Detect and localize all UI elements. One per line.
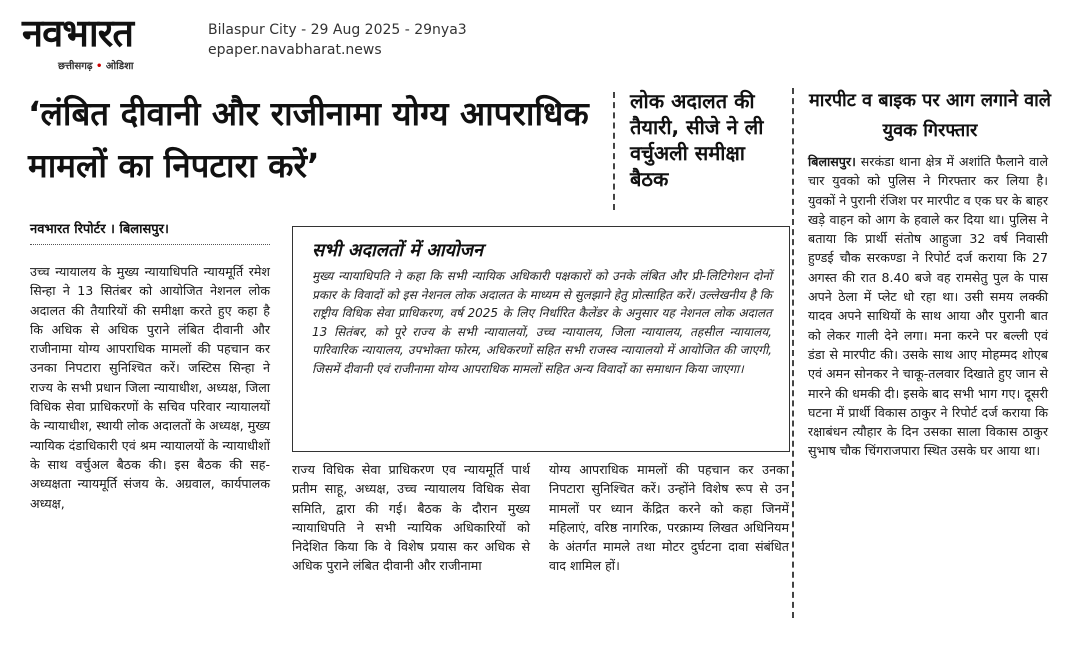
right-story-body	[808, 152, 1048, 461]
byline-rule	[30, 244, 270, 245]
site-url: epaper.navabharat.news	[208, 42, 382, 58]
right-story-headline: मारपीट व बाइक पर आग लगाने वाले युवक गिरफ्तार	[809, 90, 1051, 141]
logo-subtitle-right: ओडिशा	[105, 61, 134, 72]
edition-line: Bilaspur City - 29 Aug 2025 - 29nya3	[208, 22, 467, 38]
main-story-column-3: योग्य आपराधिक मामलों की पहचान कर उनका निपटारा सुनिश्चित करें। उन्होंने विशेष रूप से उन मामलों पर ध्यान केंद्रित करने को कहा जिनमें महिलाएं, वरिष्ठ नागरिक, परक्राम्य लिखत अधिनियम के अंतर्गत मामले तथा मोटर दुर्घटना दावा संबंधित वाद शामिल हों।	[549, 462, 789, 574]
right-story-text: सरकंडा थाना क्षेत्र में अशांति फैलाने वाले चार युवको को पुलिस ने गिरफ्तार कर लिया है। युवकों ने पुरानी रंजिश पर मारपीट व एक घर के बाहर खड़े वाहन को आग के हवाले कर दिया था। पुलिस ने बताया कि प्रार्थी संतोष आहुजा 32 वर्ष निवासी हुण्डई चौक सरकण्डा ने रिपोर्ट दर्ज कराया कि 27 अगस्त की रात 8.40 बजे वह रामसेतु पुल के पास अपने ठेला में प्लेट धो रहा था। उसी समय लक्की यादव अपने साथियों के साथ आया और पुरानी बात को लेकर गाली देने लगा। मना करने पर बल्ली एवं डंडा से मारपीट की। उसके साथ आए मोहम्मद शोएब एवं अमन सोनकर ने चाकू-तलवार दिखाते हुए जान से मारने की धमकी दी। इसके बाद सभी भाग गए। दूसरी घटना में प्रार्थी विकास ठाकुर ने रिपोर्ट दर्ज कराया कि रक्षाबंधन त्यौहार के दिन उसका साला विकास ठाकुर सुभाष चौक चिंगराजपारा स्थित उसके घर आया था।	[808, 154, 1048, 459]
column-divider	[792, 88, 794, 618]
right-story-dateline: बिलासपुर।	[808, 154, 856, 169]
newspaper-logo: नवभारत	[22, 11, 133, 55]
byline: नवभारत रिपोर्टर । बिलासपुर।	[30, 222, 169, 237]
side-headline: लोक अदालत की तैयारी, सीजे ने ली वर्चुअली समीक्षा बैठक	[630, 89, 764, 191]
edition-meta	[208, 20, 467, 60]
logo-subtitle-separator: •	[96, 61, 103, 72]
highlight-box-text: मुख्य न्यायाधिपति ने कहा कि सभी न्यायिक अधिकारी पक्षकारों को उनके लंबित और प्री-लिटिगेशन दोनों प्रकार के विवादों को इस नेशनल लोक अदालत के माध्यम से सुलझाने हेतु प्रोत्साहित करें। उल्लेखनीय है कि राष्ट्रीय विधिक सेवा प्राधिकरण, वर्ष 2025 के लिए निर्धारित कैलेंडर के अनुसार यह नेशनल लोक अदालत 13 सितंबर, को पूरे राज्य के सभी न्यायालयों, उच्च न्यायालय, जिला न्यायालय, तहसील न्यायालय, पारिवारिक न्यायालय, उपभोक्ता फोरम, अधिकरणों सहित सभी राजस्व न्यायालयो में आयोजित की जाएगी, जिसमें दीवानी एवं राजीनामा योग्य आपराधिक मामलों सहित अन्य विवादों का समाधान किया जाएगा।	[312, 269, 772, 376]
main-headline: ‘लंबित दीवानी और राजीनामा योग्य आपराधिक मामलों का निपटारा करें’	[28, 94, 589, 185]
logo-subtitle	[58, 58, 133, 72]
main-story-column-2: राज्य विधिक सेवा प्राधिकरण एव न्यायमूर्ति पार्थ प्रतीम साहू, अध्यक्ष, उच्च न्यायालय विधिक सेवा समिति, द्वारा की गई। बैठक के दौरान मुख्य न्यायाधिपति ने सभी न्यायिक अधिकारियों को निदेशित किया कि वे विशेष प्रयास कर अधिक से अधिक पुराने लंबित दीवानी और राजीनामा	[292, 462, 530, 574]
main-story-column-1: उच्च न्यायालय के मुख्य न्यायाधिपति न्यायमूर्ति रमेश सिन्हा ने 13 सितंबर को आयोजित नेशनल लोक अदालत की तैयारियों की समीक्षा करते हुए कहा है कि अधिक से अधिक पुराने लंबित दीवानी और राजीनामा योग्य आपराधिक मामलों की पहचान कर उनका निपटारा सुनिश्चित करें। जस्टिस सिन्हा ने राज्य के सभी प्रधान जिला न्यायाधीश, अध्यक्ष, जिला विधिक सेवा प्राधिकरणों के सचिव परिवार न्यायालयों के न्यायाधीश, स्थायी लोक अदालतों के अध्यक्ष, मुख्य न्यायिक दंडाधिकारी एवं श्रम न्यायालयों के न्यायाधीशों के साथ वर्चुअल बैठक की। इस बैठक की सह-अध्यक्षता न्यायमूर्ति संजय के. अग्रवाल, कार्यपालक अध्यक्ष,	[30, 264, 270, 511]
headline-divider	[613, 92, 615, 210]
logo-subtitle-left: छत्तीसगढ़	[58, 61, 93, 72]
highlight-box-title: सभी अदालतों में आयोजन	[312, 240, 483, 261]
